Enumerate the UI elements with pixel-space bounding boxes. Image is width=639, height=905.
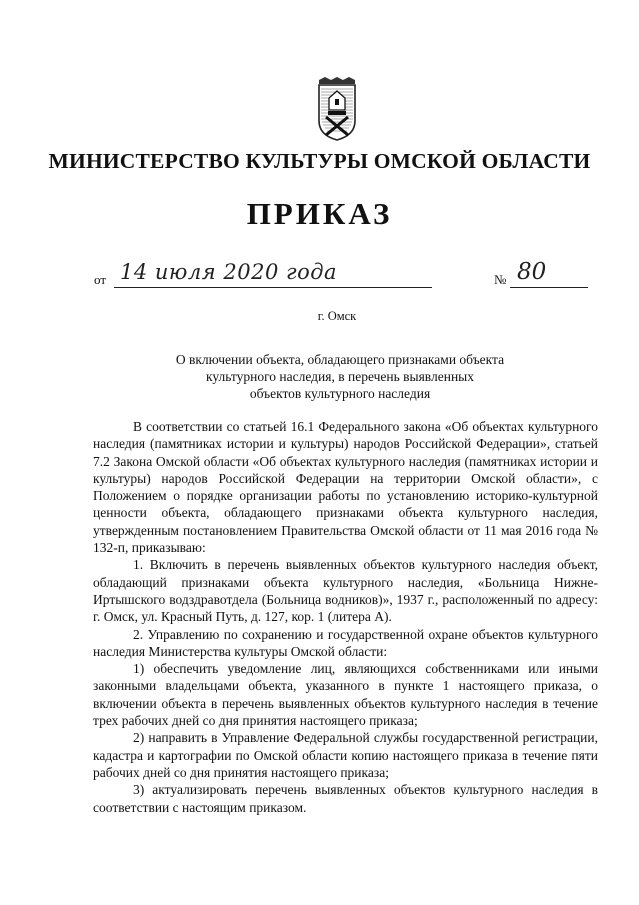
ministry-name: МИНИСТЕРСТВО КУЛЬТУРЫ ОМСКОЙ ОБЛАСТИ xyxy=(48,149,591,173)
number-label: № xyxy=(494,272,507,287)
subject-line: культурного наследия, в перечень выявленных xyxy=(206,369,474,384)
item-2-paragraph: 2. Управлению по сохранению и государственной охране объектов культурного наследия Министерства культуры Омской области: xyxy=(93,626,598,659)
order-subject xyxy=(140,351,540,402)
subitem-2-1-paragraph: 1) обеспечить уведомление лиц, являющихся собственниками или иными законными владельцами объекта, указанного в пункте 1 настоящего приказа, о включении объекта в перечень выявленных объектов культурного наследия в течение трех рабочих дней со дня принятия настоящего приказа; xyxy=(93,661,598,729)
number-underline xyxy=(510,287,588,288)
handwritten-number: 80 xyxy=(517,259,547,285)
date-underline xyxy=(114,287,432,288)
preamble-paragraph: В соответствии со статьей 16.1 Федерального закона «Об объектах культурного наследия (памятниках истории и культуры) народов Российской Федерации», статьей 7.2 Закона Омской области «Об объектах культурного наследия (памятниках истории и культуры) народов Российской Федерации на территории Омской области», с Положением о порядке организации работы по установлению историко-культурной ценности объекта, обладающего признаками объекта культурного наследия, утвержденным постановлением Правительства Омской области от 11 мая 2016 года № 132-п, приказываю: xyxy=(93,419,598,556)
date-number-row xyxy=(94,259,594,293)
subitem-2-3-paragraph: 3) актуализировать перечень выявленных объектов культурного наследия в соответствии с настоящим приказом. xyxy=(93,782,598,815)
omsk-coat-of-arms-icon xyxy=(317,77,357,142)
subitem-2-2-paragraph: 2) направить в Управление Федеральной службы государственной регистрации, кадастра и картографии по Омской области копию настоящего приказа в течение пяти рабочих дней со дня принятия настоящего приказа; xyxy=(93,730,598,780)
subject-line: объектов культурного наследия xyxy=(249,386,431,401)
city-label: г. Омск xyxy=(317,309,357,323)
from-label: от xyxy=(94,272,107,287)
item-1-paragraph: 1. Включить в перечень выявленных объектов культурного наследия объект, обладающий признаками объекта культурного наследия, «Больница Нижне-Иртышского водздравотдела (Больница водников)», 1937 г., расположенный по адресу: г. Омск, ул. Красный Путь, д. 127, кор. 1 (литера А). xyxy=(93,557,598,625)
subject-line: О включении объекта, обладающего признаками объекта xyxy=(175,352,505,367)
document-title: ПРИКАЗ xyxy=(246,196,393,231)
handwritten-date: 14 июля 2020 года xyxy=(120,260,338,284)
order-body xyxy=(93,418,598,816)
